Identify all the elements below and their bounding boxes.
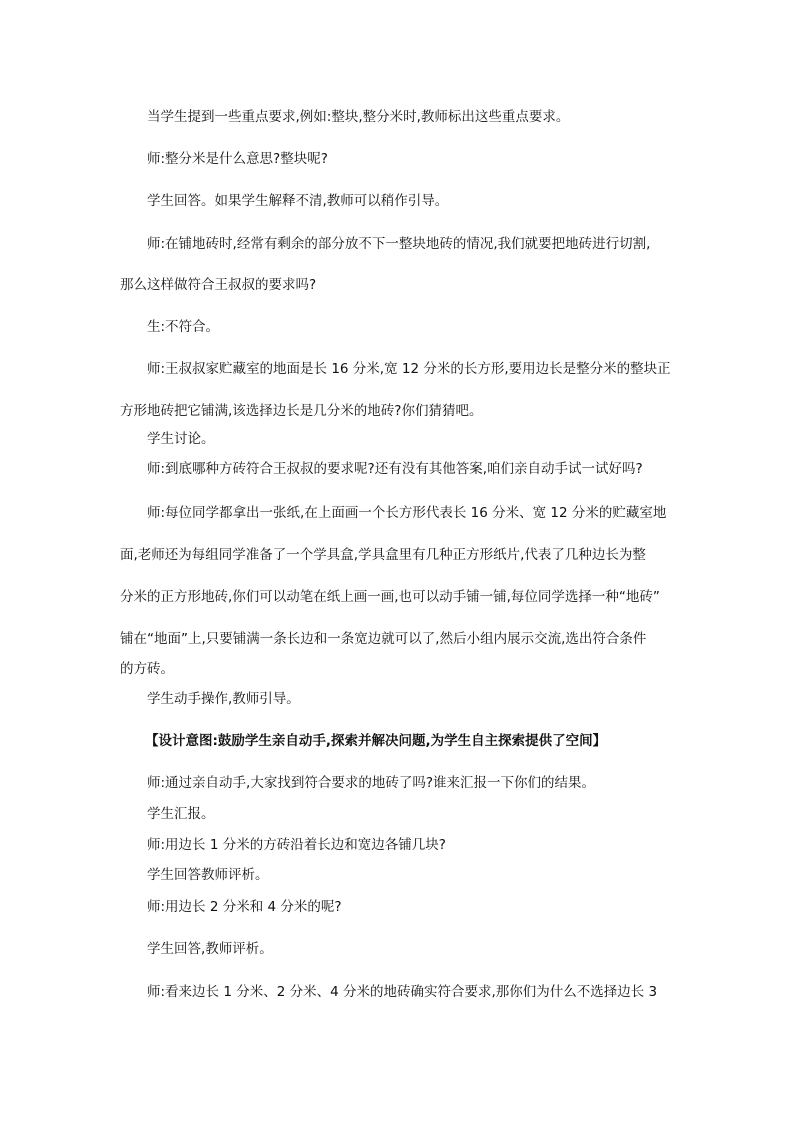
paragraph-line: 师:在铺地砖时,经常有剩余的部分放不下一整块地砖的情况,我们就要把地砖进行切割,: [147, 236, 651, 252]
paragraph-line: 师:看来边长 1 分米、2 分米、4 分米的地砖确实符合要求,那你们为什么不选择边长 3: [147, 984, 658, 1000]
paragraph-line: 学生汇报。: [147, 806, 215, 822]
paragraph-line: 师:通过亲自动手,大家找到符合要求的地砖了吗?谁来汇报一下你们的结果。: [147, 775, 596, 791]
paragraph-line: 学生讨论。: [147, 431, 215, 447]
paragraph-line: 师:每位同学都拿出一张纸,在上面画一个长方形代表长 16 分米、宽 12 分米的贮藏室地: [147, 505, 667, 521]
paragraph-line: 当学生提到一些重点要求,例如:整块,整分米时,教师标出这些重点要求。: [147, 109, 570, 125]
paragraph-line: 方形地砖把它铺满,该选择边长是几分米的地砖?你们猜猜吧。: [120, 403, 483, 419]
paragraph-line: 学生回答。如果学生解释不清,教师可以稍作引导。: [147, 193, 449, 209]
paragraph-line: 学生动手操作,教师引导。: [147, 691, 300, 707]
paragraph-line: 的方砖。: [120, 661, 174, 677]
paragraph-line: 生:不符合。: [147, 319, 220, 335]
paragraph-line: 师:整分米是什么意思?整块呢?: [147, 151, 328, 167]
paragraph-line: 分米的正方形地砖,你们可以动笔在纸上画一画,也可以动手铺一铺,每位同学选择一种“地砖”: [120, 589, 660, 605]
paragraph-line: 学生回答,教师评析。: [147, 941, 273, 957]
paragraph-line: 师:王叔叔家贮藏室的地面是长 16 分米,宽 12 分米的长方形,要用边长是整分米的整块正: [147, 361, 671, 377]
paragraph-line: 铺在“地面”上,只要铺满一条长边和一条宽边就可以了,然后小组内展示交流,选出符合条件: [120, 631, 647, 647]
design-intent-note: 【设计意图:鼓励学生亲自动手,探索并解决问题,为学生自主探索提供了空间】: [145, 733, 607, 749]
paragraph-line: 面,老师还为每组同学准备了一个学具盒,学具盒里有几种正方形纸片,代表了几种边长为整: [120, 547, 646, 563]
paragraph-line: 师:到底哪种方砖符合王叔叔的要求呢?还有没有其他答案,咱们亲自动手试一试好吗?: [147, 461, 643, 477]
paragraph-line: 学生回答教师评析。: [147, 867, 269, 883]
paragraph-line: 师:用边长 1 分米的方砖沿着长边和宽边各铺几块?: [147, 837, 446, 853]
paragraph-line: 那么这样做符合王叔叔的要求吗?: [120, 277, 317, 293]
paragraph-line: 师:用边长 2 分米和 4 分米的呢?: [147, 899, 342, 915]
